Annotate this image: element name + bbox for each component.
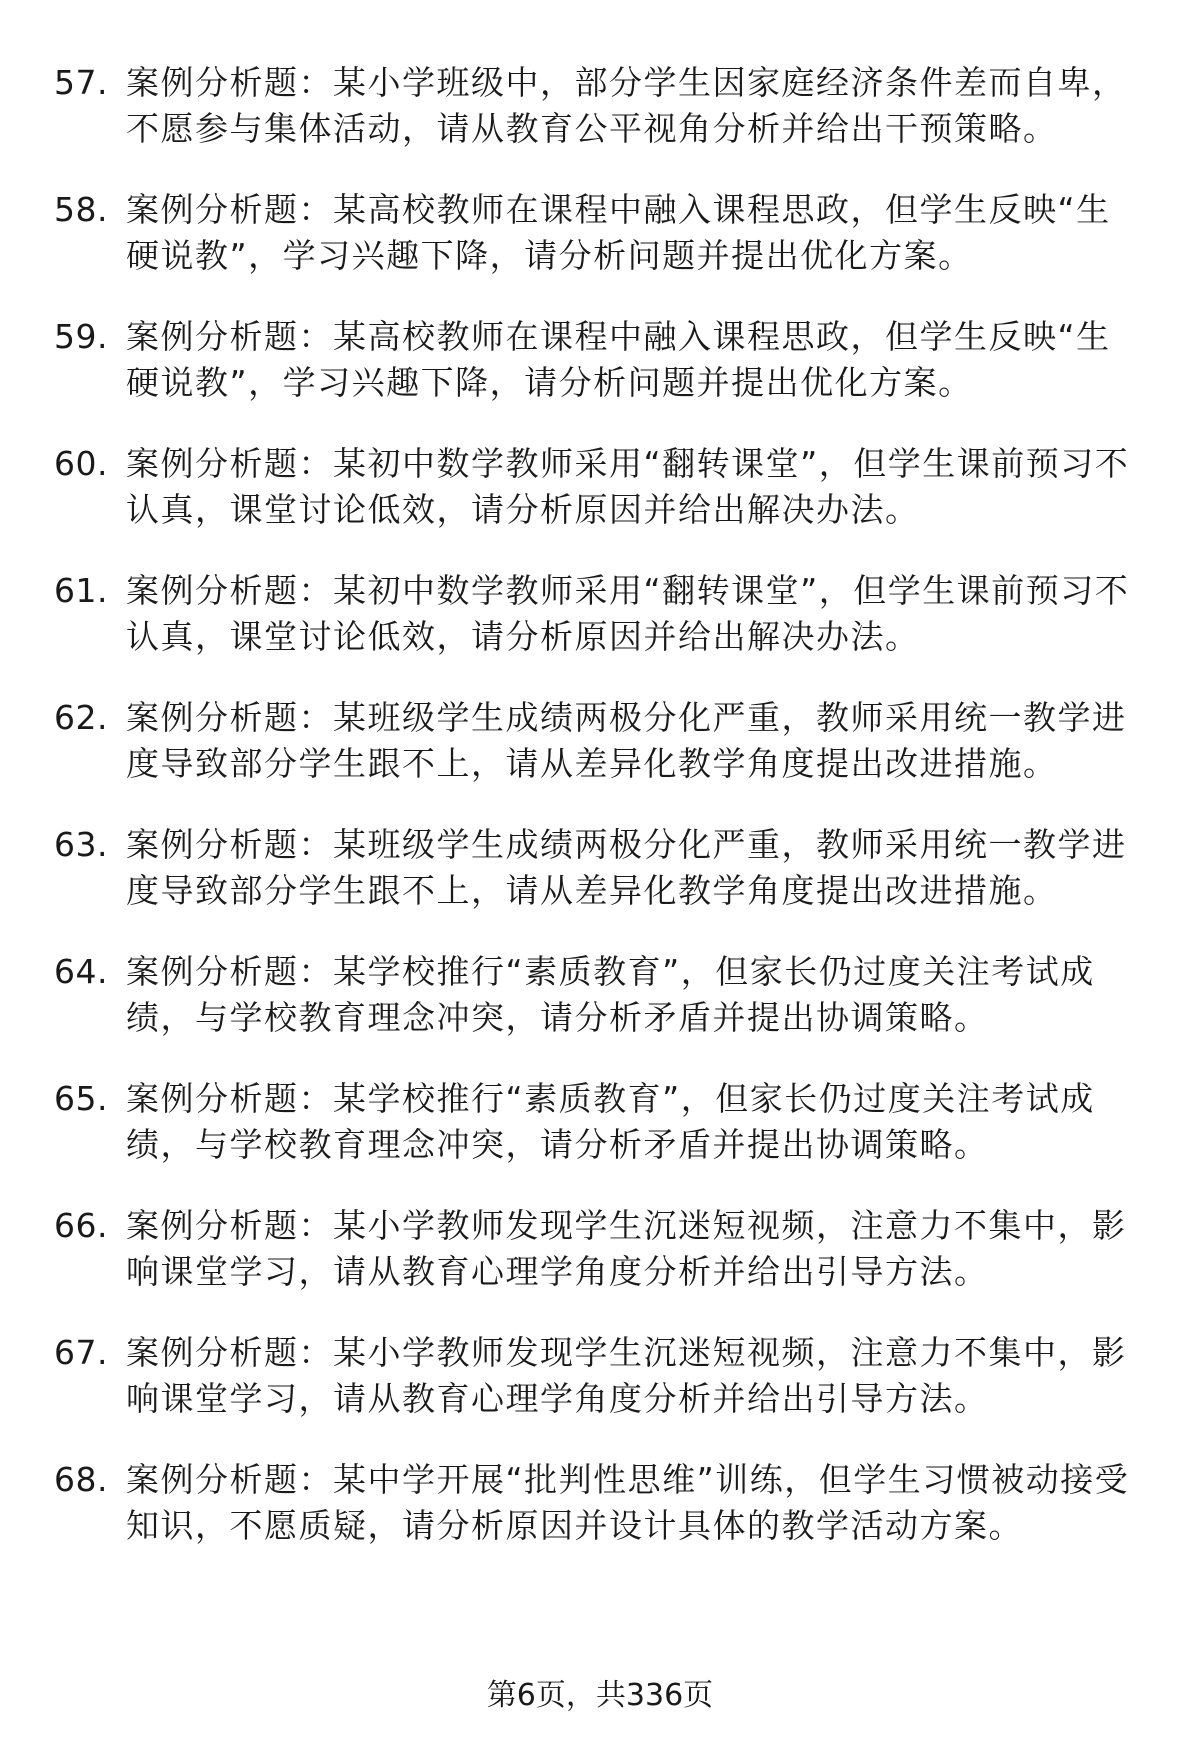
question-text: 案例分析题：某初中数学教师采用“翻转课堂”，但学生课前预习不认真，课堂讨论低效，请分析原因并给出解决办法。 [126, 444, 1130, 529]
question-item-67 [0, 1322, 1200, 1449]
question-list [0, 52, 1200, 1576]
question-number: 66. [54, 1206, 108, 1245]
question-text: 案例分析题：某高校教师在课程中融入课程思政，但学生反映“生硬说教”，学习兴趣下降，请分析问题并提出优化方案。 [126, 190, 1111, 275]
question-text: 案例分析题：某学校推行“素质教育”，但家长仍过度关注考试成绩，与学校教育理念冲突，请分析矛盾并提出协调策略。 [126, 1079, 1095, 1164]
question-item-68 [0, 1449, 1200, 1576]
question-text: 案例分析题：某小学班级中，部分学生因家庭经济条件差而自卑，不愿参与集体活动，请从教育公平视角分析并给出干预策略。 [126, 63, 1127, 148]
question-item-61 [0, 560, 1200, 687]
page-indicator: 第6页，共336页 [486, 1678, 714, 1713]
question-number: 67. [54, 1333, 108, 1372]
question-text: 案例分析题：某班级学生成绩两极分化严重，教师采用统一教学进度导致部分学生跟不上，请从差异化教学角度提出改进措施。 [126, 825, 1127, 910]
question-item-57 [0, 52, 1200, 179]
question-number: 62. [54, 698, 108, 737]
question-text: 案例分析题：某高校教师在课程中融入课程思政，但学生反映“生硬说教”，学习兴趣下降，请分析问题并提出优化方案。 [126, 317, 1111, 402]
question-text: 案例分析题：某学校推行“素质教育”，但家长仍过度关注考试成绩，与学校教育理念冲突，请分析矛盾并提出协调策略。 [126, 952, 1095, 1037]
question-item-62 [0, 687, 1200, 814]
question-text: 案例分析题：某班级学生成绩两极分化严重，教师采用统一教学进度导致部分学生跟不上，请从差异化教学角度提出改进措施。 [126, 698, 1127, 783]
question-number: 65. [54, 1079, 108, 1118]
question-item-65 [0, 1068, 1200, 1195]
question-number: 58. [54, 190, 108, 229]
question-number: 57. [54, 63, 108, 102]
question-text: 案例分析题：某初中数学教师采用“翻转课堂”，但学生课前预习不认真，课堂讨论低效，请分析原因并给出解决办法。 [126, 571, 1130, 656]
question-text: 案例分析题：某中学开展“批判性思维”训练，但学生习惯被动接受知识，不愿质疑，请分析原因并设计具体的教学活动方案。 [126, 1460, 1130, 1545]
question-number: 59. [54, 317, 108, 356]
question-item-60 [0, 433, 1200, 560]
question-item-59 [0, 306, 1200, 433]
question-item-64 [0, 941, 1200, 1068]
question-item-66 [0, 1195, 1200, 1322]
question-number: 60. [54, 444, 108, 483]
question-item-63 [0, 814, 1200, 941]
question-number: 63. [54, 825, 108, 864]
question-number: 61. [54, 571, 108, 610]
question-number: 68. [54, 1460, 108, 1499]
question-text: 案例分析题：某小学教师发现学生沉迷短视频，注意力不集中，影响课堂学习，请从教育心理学角度分析并给出引导方法。 [126, 1333, 1127, 1418]
question-number: 64. [54, 952, 108, 991]
question-item-58 [0, 179, 1200, 306]
question-text: 案例分析题：某小学教师发现学生沉迷短视频，注意力不集中，影响课堂学习，请从教育心理学角度分析并给出引导方法。 [126, 1206, 1127, 1291]
